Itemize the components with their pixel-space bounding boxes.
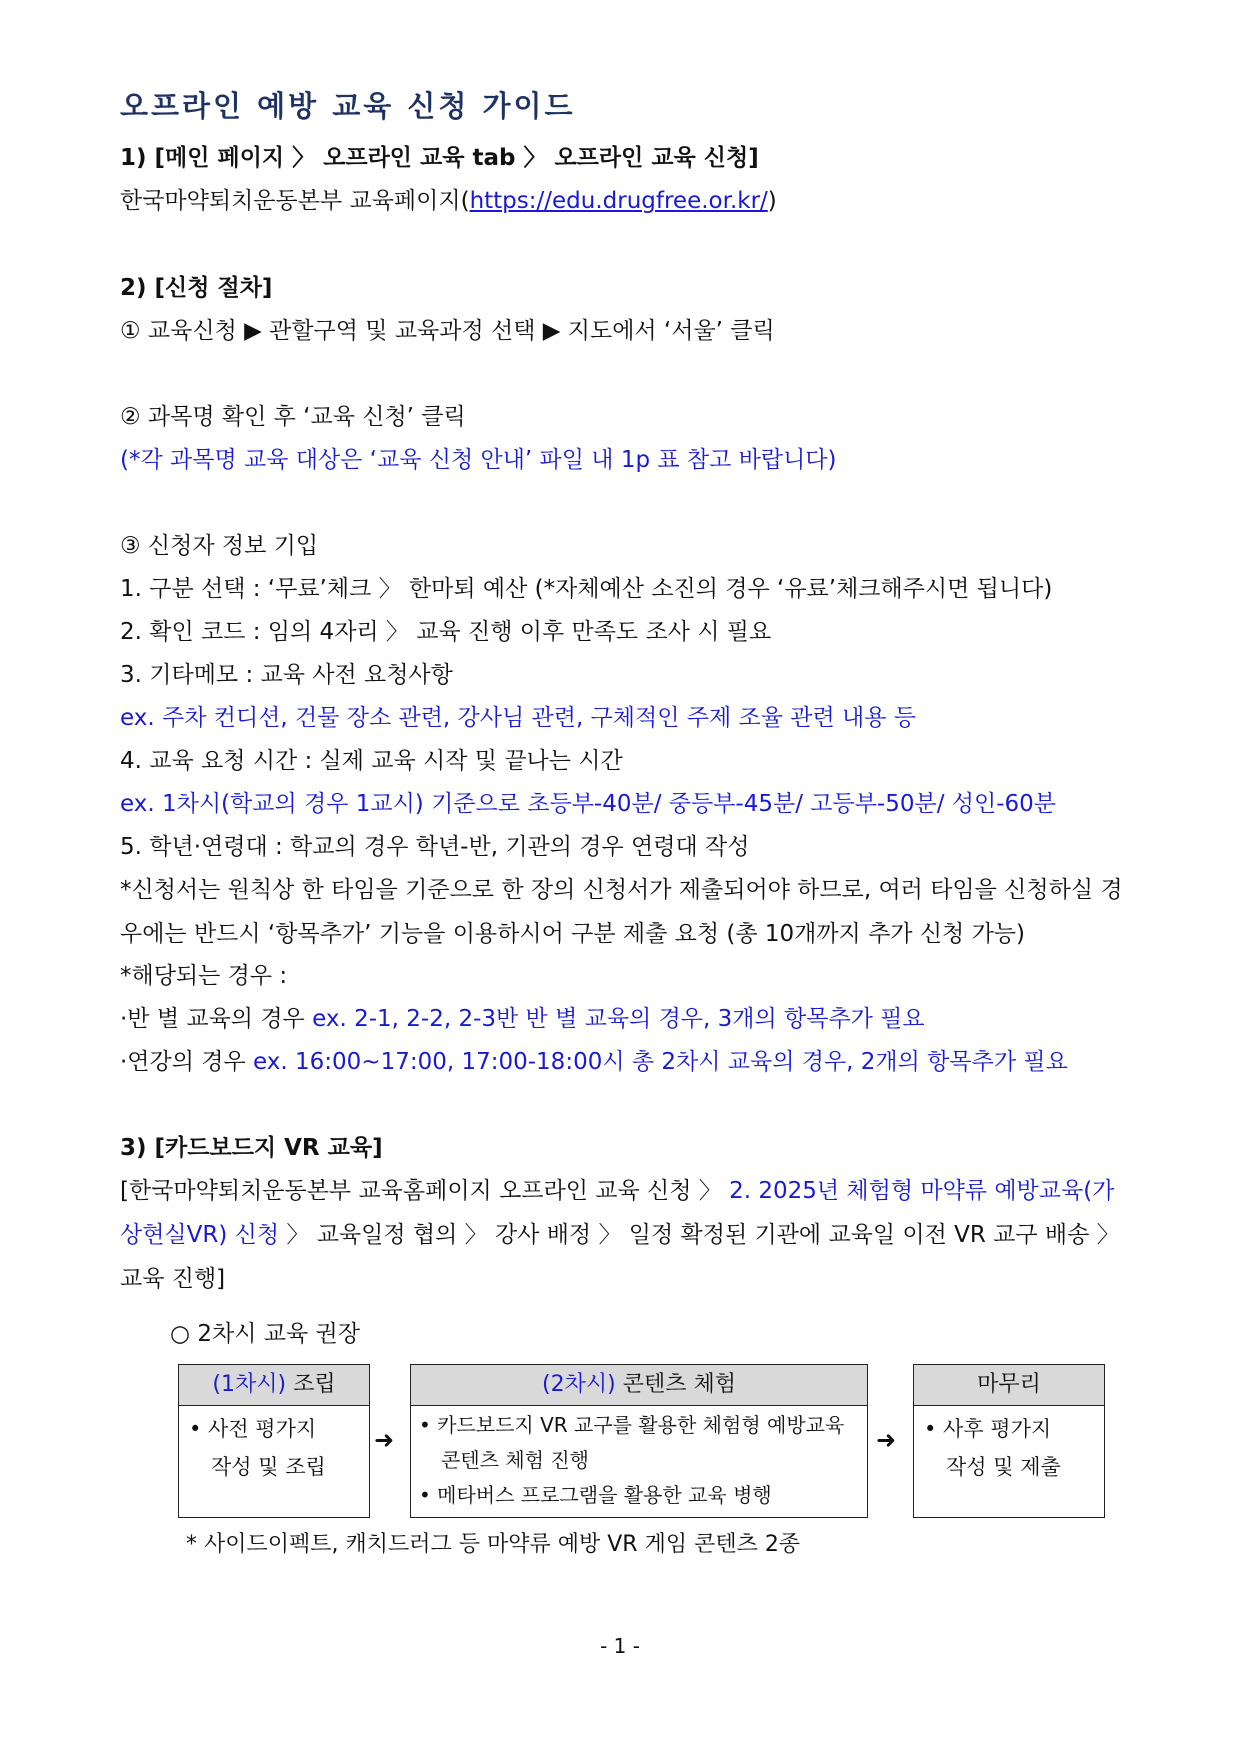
case2-example: ex. 16:00~17:00, 17:00-18:00시 총 2차시 교육의 경우, 2개의 항목추가 필요 bbox=[253, 1049, 1068, 1075]
session2-line3: • 메타버스 프로그램을 활용한 교육 병행 bbox=[419, 1483, 772, 1507]
item4-example: ex. 1차시(학교의 경우 1교시) 기준으로 초등부-40분/ 중등부-45분/ 고등부-50분/ 성인-60분 bbox=[120, 791, 1056, 817]
vr-flow-part2: 〉 교육일정 협의 〉 강사 배정 〉 일정 확정된 기관에 교육일 이전 VR 교구 배송 〉 교육 진행] bbox=[120, 1222, 1120, 1292]
session1-title: 조립 bbox=[286, 1372, 336, 1397]
wrapup-box bbox=[913, 1364, 1105, 1518]
case1-label: ·반 별 교육의 경우 bbox=[120, 1006, 313, 1032]
step1: ① 교육신청 ▶ 관할구역 및 교육과정 선택 ▶ 지도에서 ‘서울’ 클릭 bbox=[120, 318, 775, 344]
session1-header bbox=[179, 1365, 369, 1406]
section1-heading: 1) [메인 페이지 〉 오프라인 교육 tab 〉 오프라인 교육 신청] bbox=[120, 145, 759, 171]
item5: 5. 학년·연령대 : 학교의 경우 학년-반, 기관의 경우 연령대 작성 bbox=[120, 834, 750, 860]
vr-flow-link: 2. 2025년 체험형 마약류 예방교육(가상현실VR) 신청 bbox=[120, 1178, 1115, 1248]
wrapup-line2: 작성 및 제출 bbox=[946, 1455, 1061, 1479]
arrow-icon: ➜ bbox=[374, 1426, 395, 1454]
cases-heading: *해당되는 경우 : bbox=[120, 963, 288, 989]
vr-flow-part1: [한국마약퇴치운동본부 교육홈페이지 오프라인 교육 신청 〉 bbox=[120, 1178, 730, 1204]
item3-example: ex. 주차 컨디션, 건물 장소 관련, 강사님 관련, 구체적인 주제 조율 관련 내용 등 bbox=[120, 705, 916, 731]
section3-heading: 3) [카드보드지 VR 교육] bbox=[120, 1135, 383, 1161]
session2-title: 콘텐츠 체험 bbox=[615, 1372, 736, 1397]
wrapup-body bbox=[914, 1406, 1104, 1490]
step2: ② 과목명 확인 후 ‘교육 신청’ 클릭 bbox=[120, 404, 466, 430]
site-link[interactable]: https://edu.drugfree.or.kr/ bbox=[469, 188, 768, 214]
page-number: - 1 - bbox=[600, 1634, 640, 1658]
session1-box bbox=[178, 1364, 370, 1518]
vr-footnote: * 사이드이펙트, 캐치드러그 등 마약류 예방 VR 게임 콘텐츠 2종 bbox=[186, 1532, 801, 1557]
session2-header bbox=[411, 1365, 867, 1406]
session1-body bbox=[179, 1406, 369, 1490]
page-title: 오프라인 예방 교육 신청 가이드 bbox=[120, 89, 576, 123]
site-prefix: 한국마약퇴치운동본부 교육페이지( bbox=[120, 188, 470, 214]
item4: 4. 교육 요청 시간 : 실제 교육 시작 및 끝나는 시간 bbox=[120, 748, 623, 774]
step2-note: (*각 과목명 교육 대상은 ‘교육 신청 안내’ 파일 내 1p 표 참고 바랍니다) bbox=[120, 447, 837, 473]
case1-example: ex. 2-1, 2-2, 2-3반 반 별 교육의 경우, 3개의 항목추가 필요 bbox=[312, 1006, 925, 1032]
case2 bbox=[120, 1046, 1068, 1078]
item3: 3. 기타메모 : 교육 사전 요청사항 bbox=[120, 662, 453, 688]
vr-flow-text bbox=[120, 1169, 1130, 1301]
session2-body bbox=[411, 1406, 867, 1515]
session1-line2: 작성 및 조립 bbox=[211, 1455, 326, 1479]
session2-box bbox=[410, 1364, 868, 1518]
wrapup-line1: • 사후 평가지 bbox=[924, 1417, 1052, 1441]
session2-number: (2차시) bbox=[542, 1372, 616, 1397]
session1-number: (1차시) bbox=[212, 1372, 287, 1397]
multi-session-note: *신청서는 원칙상 한 타임을 기준으로 한 장의 신청서가 제출되어야 하므로, 여러 타임을 신청하실 경우에는 반드시 ‘항목추가’ 기능을 이용하시어 구분 제출 요청 (총 10개까지 추가 신청 가능) bbox=[120, 877, 1123, 947]
site-suffix: ) bbox=[767, 188, 777, 214]
session2-line1: • 카드보드지 VR 교구를 활용한 체험형 예방교육 bbox=[419, 1413, 845, 1437]
step3: ③ 신청자 정보 기입 bbox=[120, 533, 319, 559]
session1-line1: • 사전 평가지 bbox=[189, 1417, 317, 1441]
site-line bbox=[120, 185, 777, 217]
item2: 2. 확인 코드 : 임의 4자리 〉 교육 진행 이후 만족도 조사 시 필요 bbox=[120, 619, 772, 645]
recommend-line: ○ 2차시 교육 권장 bbox=[170, 1321, 360, 1347]
case1 bbox=[120, 1003, 925, 1035]
arrow-icon: ➜ bbox=[876, 1426, 897, 1454]
case2-label: ·연강의 경우 bbox=[120, 1049, 254, 1075]
section2-heading: 2) [신청 절차] bbox=[120, 275, 273, 301]
session2-line2: 콘텐츠 체험 진행 bbox=[441, 1448, 589, 1472]
wrapup-header: 마무리 bbox=[914, 1365, 1104, 1406]
item1: 1. 구분 선택 : ‘무료’체크 〉 한마퇴 예산 (*자체예산 소진의 경우 ‘유료’체크해주시면 됩니다) bbox=[120, 576, 1053, 602]
